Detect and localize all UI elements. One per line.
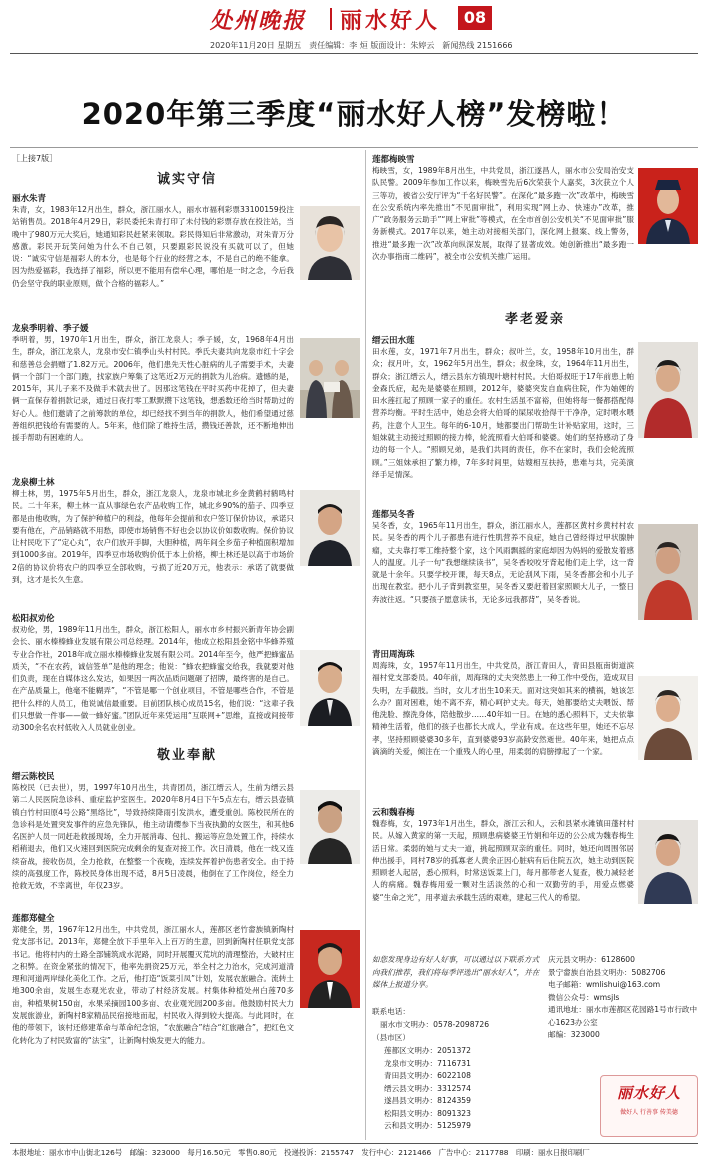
notice-contacts-label: 联系电话：: [372, 1007, 410, 1016]
page-headline: 2020年第三季度“丽水好人榜”发榜啦！: [81, 97, 627, 131]
county-phone: 龙泉市文明办：7116731: [384, 1058, 471, 1068]
person-name: 云和魏春梅: [372, 808, 415, 818]
group-photo: [638, 524, 698, 620]
section-integrity: 诚实守信: [156, 172, 217, 187]
person-story: 叔劝伦，男，1989年11月出生，群众，浙江松阳人，丽水市乡村振兴新青年协会副会长、丽水榛榛蜂业发展有限公司总经理。2014年，他成立松阳县金铭中华蜂养殖专业合作社，2018年成立丽水榛榛蜂业发展有限公司。2014年至今，他严把蜂蜜品质关，“不在农药，诚信签单”是他的理念；他说：“蜂农把蜂蜜交给我，我就要对他们负责，现在自媒体这么发达，如果因一两次品质问题砸了招牌，最终害的是自己。在产品质量上，他毫不能糊弄”，“不管是哪一个创业项目，不管是哪些合作，不管是把什么样的人员工，他说诚信最重要。目前团队核心成员15名，他们说：“这辈子我们只想做一件事——做一蜂好蜜。”团队近年来凭运用“互联网+”思维，直接或间接带动300余名农村低收入人员就业创业。: [12, 625, 294, 733]
contact-line: 电子邮箱：wmlishui@163.com: [548, 980, 661, 989]
page-number: 08: [458, 6, 492, 30]
person-story: 柳土林，男，1975年5月出生，群众，浙江龙泉人，龙泉市城北乡金黄鹤村鹤鸣村民。二十年来，柳土林一直从事绿色农产品收购工作，城北乡90%的茄子、四季豆都是由他收购，为了保护种植户的利益，他每年会提前和农户签订保价协议，承诺只要有他在，产品销路就不用愁，即使市场销售不好也会以协议价如数收购。保价协议让村民吃下了“定心丸”，农户们放开手脚，大胆种植，两年间全乡茄子种植面积增加到1000多亩。2019年，四季豆市场收购价低于本上价格，柳土林还是以高于市场价2倍的协议价将农户的四季豆全部收购，亏损了近20万元，他表示：承诺了就要做到，这才是长久生意。: [12, 489, 294, 585]
portrait-photo: [300, 790, 360, 864]
person-name: 莲都吴冬香: [372, 510, 415, 520]
person-story: 田水莲，女，1971年7月出生，群众；叔叶兰，女，1958年10月出生，群众；叔月叶，女，1962年5月出生，群众；叔金珠，女，1964年11月出生，群众；浙江缙云人，缙云县东方镇现叶塘村村民。大伯哥叔旺于17年前患上帕金森氏症，起先是婆婆在照顾，2012年，婆婆突发自血病住院，作为妯娌的田水莲扛起了照顾一家子的重任。农村生活虽不富裕，但她将每一餐都搭配得营养均衡。平时生活中，她总会将大伯哥的屎尿收拾得干干净净，定时喂水喂药，注意个人卫生。每年的6-10月，她都要出门帮助生计补贴家用，这时，三姐妹就主动接过照顾的接力棒，轮流照看大伯哥和婆婆。她们的坚持感动了身边的每一个人。“照顾兄弟，是我们共同的责任，你不在家时，我们会轮流照顾。”三姐妹承担了繁力棒，7年多时间里，姑嫂相互扶持，患难与共，完美演绎手足情深。: [372, 347, 634, 479]
county-phone: 青田县文明办：6022108: [384, 1071, 471, 1080]
badge-slogan: 做好人 行善事 传美德: [620, 1109, 678, 1116]
person-name: 莲都郑健全: [12, 914, 55, 924]
person-name: 丽水朱青: [12, 194, 47, 204]
county-phone: 莲都区文明办：2051372: [384, 1046, 471, 1055]
county-phone: 松阳县文明办：8091323: [384, 1108, 471, 1118]
person-name: 缙云田水莲: [372, 336, 415, 346]
contact-line: 通讯地址：丽水市莲都区花园路1号市行政中心1623办公室: [548, 1005, 698, 1027]
continued-marker: ［上接7版］: [12, 154, 58, 163]
county-phone: 云和县文明办：5125979: [384, 1121, 471, 1130]
person-story: 魏春梅，女，1973年1月出生，群众，浙江云和人，云和县紧水滩镇田蓬村村民。从嫁入黄家的第一天起，照顾患病婆婆王竹娟和年迈的公公成为魏春梅生活日常。柔弱的她与丈夫一道，挑起照顾双亲的重任。同时，她还向周围邻居伸出援手，同村78岁的孤寡老人黄余正因心脏病有后住院五次，她主动到医院照顾老人起居，悉心照料，时常送饭菜上门，每月都带老人复查，极力减轻老人的病痛。魏春梅用爱一颗对生活淡然的心和一双勤劳的手，用爱点燃婆婆“生命之光”，用孝道去承载生活的艰难，建起三代人的希望。: [372, 819, 634, 902]
contact-line: 微信公众号：wmsjls: [548, 992, 620, 1002]
contact-line: 邮编：323000: [548, 1030, 600, 1039]
section-title: 丽水好人: [340, 8, 441, 34]
person-story: 吴冬香，女，1965年11月出生，群众，浙江丽水人，莲都区黄村乡黄村村农民。吴冬香的两个儿子都患有进行性肌营养不良症，她自己曾经得过甲状腺肿瘤，丈夫靠打零工维持整个家，这个风雨飘摇的家庭却因为妈妈的爱散发着感人的温度。儿子一句“我想继续读书”，吴冬香咬咬牙背起他们走上学，这一背就是十余年。只要学校开课，每天8点，无论刮风下雨，吴冬香都会和小儿子出现在教室。把小儿子背到教室里，吴冬香又要赶着回家照顾大儿子，一整日奔波往返。“只要孩子愿意读书，无论多远我都背”，吴冬香说。: [372, 521, 634, 604]
rule-footer: [10, 1143, 698, 1144]
group-photo: [638, 342, 698, 438]
portrait-photo: [300, 650, 360, 726]
footer-info: 本报地址：丽水市中山街北126号 邮编：323000 每月16.50元 零售0.80元 投递投诉：2155747 发行中心：2121466 广告中心：2117788 印刷：丽水日报印刷厂: [12, 1148, 590, 1157]
section-filial: 孝老爱亲: [504, 312, 565, 327]
county-list: [384, 1045, 534, 1133]
column-separator: [365, 150, 366, 1140]
person-name: 莲都梅映雪: [372, 155, 415, 165]
person-name: 松阳叔劝伦: [12, 614, 55, 624]
masthead-divider: [330, 8, 332, 30]
notice-counties-title: （县市区）: [372, 1033, 410, 1042]
person-name: 缙云陈校民: [12, 772, 55, 782]
rule-headline: [10, 147, 698, 148]
section-dedication: 敬业奉献: [156, 748, 217, 763]
person-story: 朱青，女，1983年12月出生，群众，浙江丽水人，丽水市福利彩票33100159投注站销售员。2018年4月29日，彩民委托朱青打印了未付钱的彩票存放在投注站，当晚中了980万元大奖后，她通知彩民赶紧来领取。彩民得知后非常激动，对朱青万分感激。彩民开玩笑问她为什么不自己领，只要跟彩民说没有买就可以了，但她说：“诚实守信是福彩人的本分，也是每个行业的经营之本，不是自己的绝不能拿。因为热爱福彩，我选择了福彩，所以更不能用有偿牟心理，哪怕是一时之念，今后我仍会坚守我的职业原则，做个合格的福彩人。”: [12, 205, 294, 288]
portrait-photo: [300, 206, 360, 280]
contact-line: 庆元县文明办：6128600: [548, 955, 635, 964]
notice-intro: 如您发现身边有好人好事，可以通过以下联系方式向我们推荐，我们将每季评选出“丽水好人”，并在媒体上报道分享。: [372, 955, 540, 989]
person-story: 梅映雪，女，1989年8月出生，中共党员，浙江遂昌人，丽水市公安局治安支队民警。2009年参加工作以来，梅映雪先后6次荣获个人嘉奖，3次获立个人三等功，被省公安厅评为“千名好民警”。在深化“最多跑一次”改革中，梅映雪在公安系统内率先推出“不见面审批”，利用实现“网上办、快速办”改革，推广“政务服务云助手”“网上审批”等模式，在全市首创公安机关“不见面审批”服务新模式。2017年以来，她主动对接相关部门，深化网上报案、线上警务，推进“最多跑一次”改革向纵深发展，取得了显著成效。她创新推出“最多跑一次办事指南二维码”，被全市公安机关推广运用。: [372, 166, 634, 262]
person-story: 郑健全，男，1967年12月出生，中共党员，浙江丽水人，莲都区老竹畲族镇新陶村党支部书记。2013年，郑健全放下手里年入上百万的生意，回到新陶村任职党支部书记。他将村内的土路全部铺筑成水泥路，同时开展覆灭荒坑的清理整治，大破村庄之积弊。在资金紧张的情况下，他率先捐资25万元，举全村之力治水，完成河道清理和河道两岸绿化美化工作。之后，他打造“饭菜引凤”计划，发展农旅融合。流转土地300余亩，发展生态观光农业，带动了村经济发展。村集体种植处州白莲70多亩，种植果树150亩，水果采摘园100多亩、农业观光园200多亩。他鼓励村民大力发展旅游业，新陶村8家精品民宿接地而起，村民收入得到较大提高。与此同时，在他的带领下，该村还修建革命与革命纪念馆，“农旅融合”结合“红旅融合”，把红色文化转化为了村民致富的“法宝”，让新陶村焕发更大的能力。: [12, 925, 294, 1045]
person-story: 季明着，男，1970年1月出生，群众，浙江龙泉人；季子媛，女，1968年4月出生，群众，浙江龙泉人，龙泉市安仁镇季山头村村民。季氏夫妻共向龙泉市红十字会和慈善总会捐赠了1.82万元。2006年，他们患先天性心脏病的儿子需要手术，夫妻俩一个部门一个部门跑，找家族户筹集了这笔近2万元的捐款为儿治病。遗憾的是，2015年，其儿子来不及做手术就去世了。因那这笔钱在平时买药中花掉了，但夫妻俩一直保存着捐款记录，通过日夜打零工默默攒下这笔钱，想悉数还给当时帮助过的好心人。他们邀请了之前筹款的单位，却已经找不到当年的捐款人，他们希望通过慈善组织把钱给有需要的人。5年来，他们除了维持生活，攒钱还善款，还不断地伸出援手帮助有困难的人。: [12, 335, 294, 443]
good-people-badge: [600, 1075, 698, 1137]
portrait-photo: [300, 490, 360, 566]
person-name: 龙泉柳土林: [12, 478, 55, 488]
person-story: 陈校民（已去世），男，1997年10月出生，共青团员，浙江缙云人，生前为缙云县第二人民医院急诊科、重症监护室医生。2020年8月4日下午5点左右，缙云县壶镇镇白竹村田原4号公路“黑络比”，导致持续降雨引发洪水，遭受重创。陈校民所在的急诊科是处置突发事件的应急先锋队，他主动请缨参下当夜执勤的女医生，和其他6名医护人员一同赶赴救援现场，全力开展消毒、包扎、搬运等应急处置工作，持续水稻稍退去，他们又火速回到医院完成剩余的复查对接工作。次日清晨，他在一线又连续奋战，接收伤员，全力抢救，在整整一个夜晚，连续发挥着护伤患者安全。由于持续的高强度工作，陈校民身体出现不适，8月5日凌晨，他倒在了工作岗位，经全力抢救无效，不幸离世，年仅23岁。: [12, 783, 294, 891]
dateline: 2020年11月20日 星期五 责任编辑：李 烜 版面设计：朱婷云 新闻热线 2151666: [210, 41, 513, 50]
person-story: 周海珠，女，1957年11月出生，中共党员，浙江青田人，青田县瓯南街道滨福村党支部委员。40年前，周海珠的丈夫突然患上一种工作中受伤，造成双目失明，左手截肢。当时，女儿才出生10来天。面对这突如其来的横祸，她该怎么办？面对困难，她不离不弃，精心呵护丈夫。每天，她都要给丈夫喂饭、帮他洗脸、擦洗身体，陪他散步……40年如一日。在她的悉心照料下，丈夫依靠精神生活着，他们的孩子也都长大成人，学业有成。在这些年里，她还不忘尽孝，坚持照顾婆婆30多年，直到婆婆93岁高龄安然逝世。40年来，她把点点滴滴的关爱，倾注在一个重残人的心里，用柔弱的肩膀撑起了一个家。: [372, 661, 634, 757]
contact-line: 景宁畲族自治县文明办：5082706: [548, 967, 666, 977]
rule-top: [10, 53, 698, 54]
county-phone: 遂昌县文明办：8124359: [384, 1096, 471, 1105]
portrait-photo: [638, 676, 698, 760]
person-name: 龙泉季明着、季子媛: [12, 324, 89, 334]
badge-title: 丽水好人: [616, 1084, 681, 1102]
portrait-photo: [638, 820, 698, 904]
portrait-photo: [300, 930, 360, 1008]
county-phone: 缙云县文明办：3312574: [384, 1083, 471, 1093]
notice-city-phone: 丽水市文明办：0578-2098726: [380, 1020, 490, 1029]
newspaper-brand: 处州晚报: [210, 8, 307, 34]
person-name: 青田周海珠: [372, 650, 415, 660]
group-photo: [300, 338, 360, 418]
portrait-photo: [638, 168, 698, 244]
notice-right-block: [548, 954, 698, 1042]
